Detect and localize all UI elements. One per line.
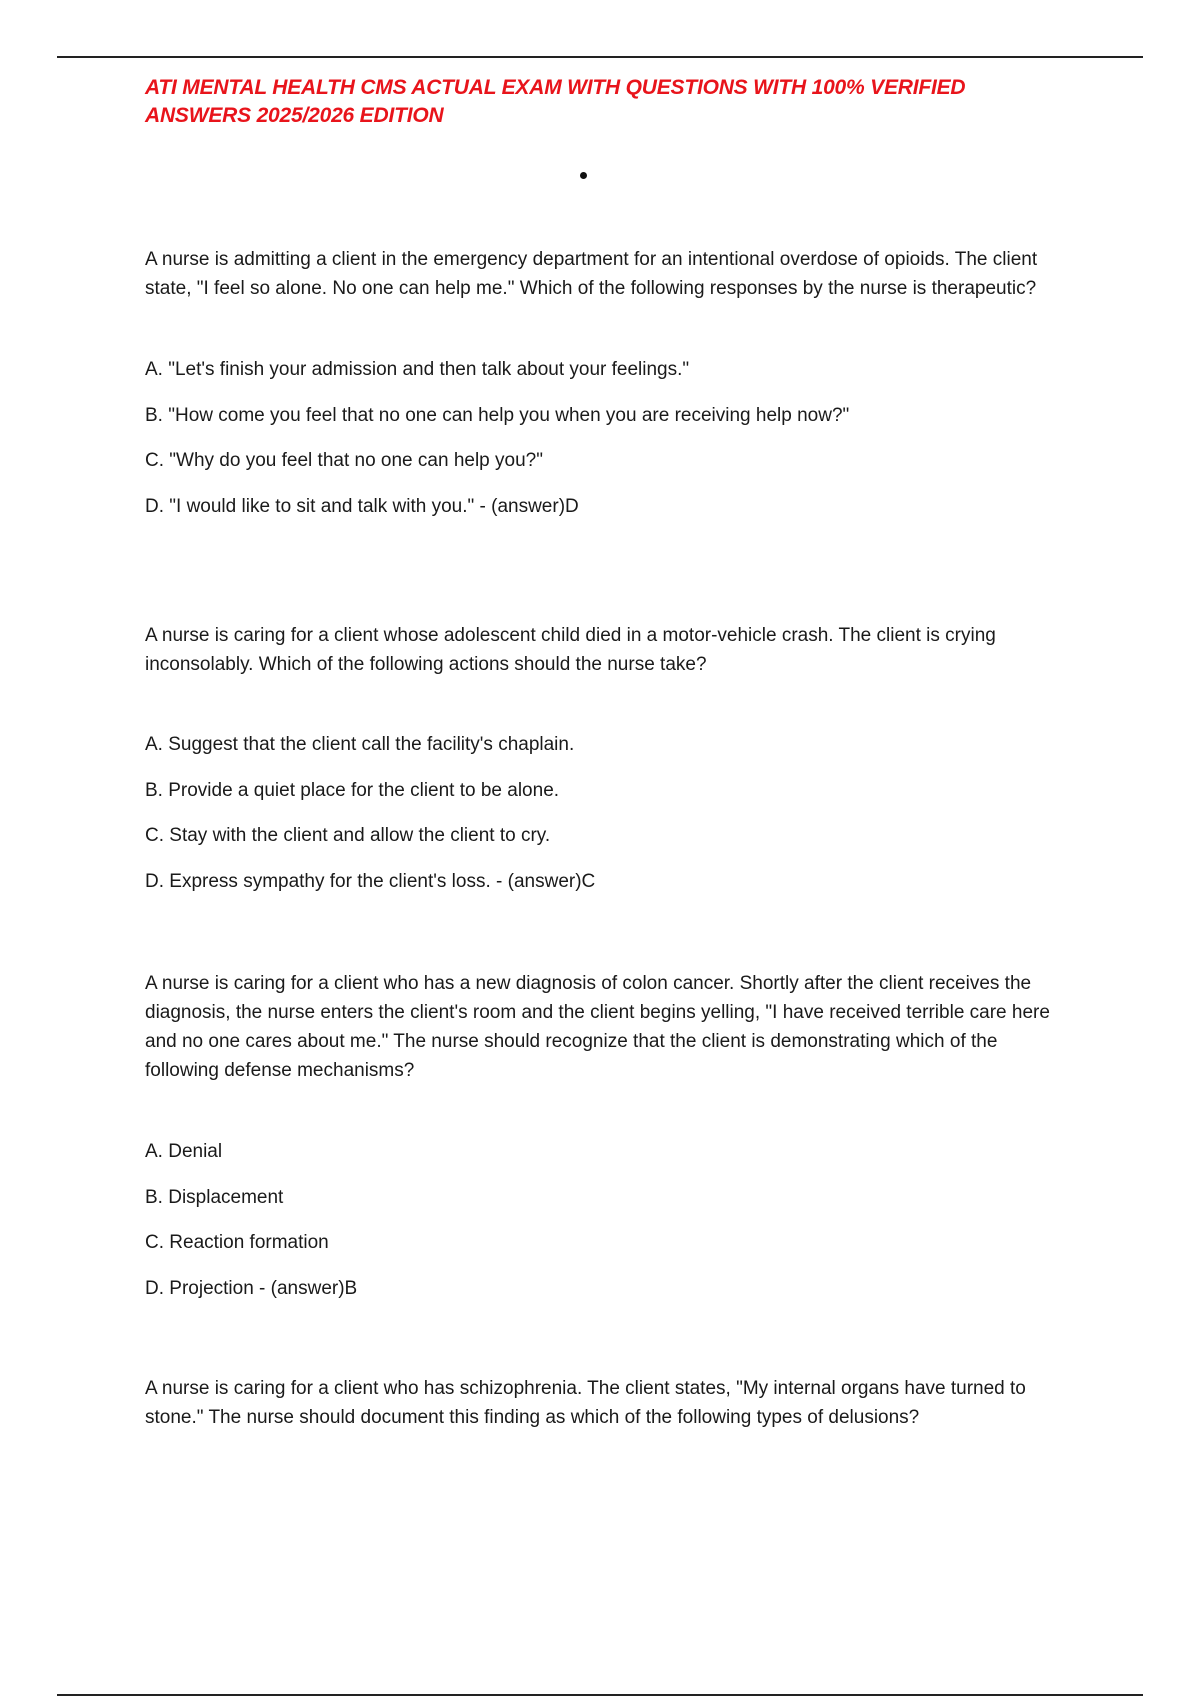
- question-1-options: [145, 358, 1075, 519]
- question-3-stem: A nurse is caring for a client who has a new diagnosis of colon cancer. Shortly after the client receives the diagnosis, the nurse enters the client's room and the client begins yelling, "I have received terrible care here and no one cares about me." The nurse should recognize that the client is demonstrating which of the following defense mechanisms?: [145, 973, 1050, 1081]
- option-b: B. "How come you feel that no one can help you when you are receiving help now?": [145, 405, 850, 426]
- question-4-stem: A nurse is caring for a client who has schizophrenia. The client states, "My internal organs have turned to stone." The nurse should document this finding as which of the following types of delusions?: [145, 1378, 1026, 1428]
- option-a: A. Suggest that the client call the facility's chaplain.: [145, 734, 575, 755]
- option-c: C. Stay with the client and allow the client to cry.: [145, 825, 551, 846]
- option-b: B. Provide a quiet place for the client to be alone.: [145, 780, 560, 801]
- option-d: D. Express sympathy for the client's loss. - (answer)C: [145, 871, 596, 892]
- question-4: [145, 1374, 1075, 1432]
- question-2: [145, 621, 1075, 894]
- question-1-stem: A nurse is admitting a client in the emergency department for an intentional overdose of opioids. The client state, "I feel so alone. No one can help me." Which of the following responses by the nurse is therapeutic?: [145, 249, 1038, 299]
- option-a: A. Denial: [145, 1141, 223, 1162]
- question-2-stem: A nurse is caring for a client whose adolescent child died in a motor-vehicle crash. The client is crying inconsolably. Which of the following actions should the nurse take?: [145, 625, 996, 675]
- option-d: D. Projection - (answer)B: [145, 1278, 358, 1299]
- document-header: [145, 74, 1075, 130]
- option-c: C. Reaction formation: [145, 1232, 329, 1253]
- question-3-options: [145, 1140, 1075, 1301]
- option-b: B. Displacement: [145, 1187, 284, 1208]
- bottom-rule: [57, 1694, 1143, 1696]
- question-1: [145, 245, 1075, 519]
- top-rule: [57, 56, 1143, 58]
- option-c: C. "Why do you feel that no one can help you?": [145, 450, 543, 471]
- option-d: D. "I would like to sit and talk with you." - (answer)D: [145, 496, 579, 517]
- question-3: [145, 969, 1075, 1301]
- document-title: ATI MENTAL HEALTH CMS ACTUAL EXAM WITH QUESTIONS WITH 100% VERIFIED ANSWERS 2025/2026 EDITION: [145, 76, 966, 127]
- option-a: A. "Let's finish your admission and then talk about your feelings.": [145, 359, 690, 380]
- question-2-options: [145, 733, 1075, 894]
- bullet-marker: [580, 172, 587, 179]
